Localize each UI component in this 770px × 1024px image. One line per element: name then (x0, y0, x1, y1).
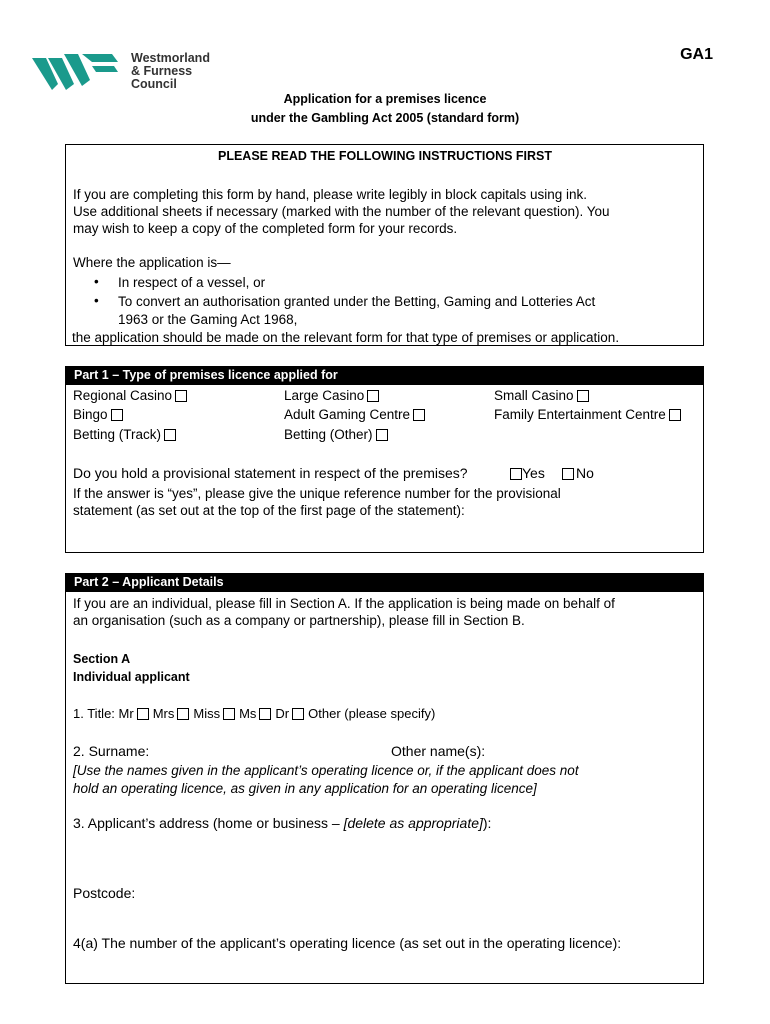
checkbox[interactable] (111, 409, 123, 421)
checkbox[interactable] (175, 390, 187, 402)
reference-instructions: statement (as set out at the top of the first page of the statement): (73, 503, 465, 518)
option-family-entertainment-centre[interactable]: Family Entertainment Centre (494, 406, 681, 423)
instructions-bullet: In respect of a vessel, or (118, 275, 266, 290)
part2-intro: If you are an individual, please fill in Section A. If the application is being made on behalf of (73, 596, 615, 611)
provisional-question: Do you hold a provisional statement in respect of the premises? (73, 465, 468, 481)
checkbox[interactable] (577, 390, 589, 402)
instructions-text: may wish to keep a copy of the completed form for your records. (73, 221, 458, 236)
option-large-casino[interactable]: Large Casino (284, 387, 379, 404)
checkbox-dr[interactable] (292, 708, 304, 720)
option-betting-other[interactable]: Betting (Other) (284, 426, 388, 443)
surname-label: 2. Surname: (73, 743, 150, 759)
names-note: [Use the names given in the applicant’s operating licence or, if the applicant does not (73, 763, 579, 778)
bullet-icon: • (94, 274, 99, 289)
instructions-bullet: To convert an authorisation granted under the Betting, Gaming and Lotteries Act (118, 294, 596, 309)
postcode-label: Postcode: (73, 885, 136, 901)
section-a-heading: Section A (73, 652, 131, 666)
reference-instructions: If the answer is “yes”, please give the unique reference number for the provisional (73, 486, 561, 501)
checkbox[interactable] (376, 429, 388, 441)
instructions-text: Use additional sheets if necessary (marked with the number of the relevant question). You (73, 204, 610, 219)
other-names-label: Other name(s): (391, 743, 486, 759)
instructions-heading: PLEASE READ THE FOLLOWING INSTRUCTIONS FIRST (217, 149, 553, 163)
checkbox-ms[interactable] (259, 708, 271, 720)
page-subtitle: under the Gambling Act 2005 (standard form) (250, 111, 520, 125)
address-label: 3. Applicant’s address (home or business – [delete as appropriate]): (73, 815, 492, 831)
provisional-yes[interactable]: Yes (510, 465, 545, 482)
checkbox[interactable] (164, 429, 176, 441)
checkbox[interactable] (413, 409, 425, 421)
council-logo-icon (32, 50, 127, 92)
checkbox[interactable] (367, 390, 379, 402)
title-row: 1. Title: Mr Mrs Miss Ms Dr Other (please specify) (73, 706, 436, 721)
part2-heading: Part 2 – Applicant Details (66, 574, 703, 592)
provisional-no[interactable]: No (562, 465, 594, 482)
instructions-closing: the application should be made on the relevant form for that type of premises or application. (72, 330, 620, 345)
option-regional-casino[interactable]: Regional Casino (73, 387, 187, 404)
form-code: GA1 (680, 46, 713, 63)
option-bingo[interactable]: Bingo (73, 406, 123, 423)
page-title: Application for a premises licence (283, 92, 487, 106)
operating-licence-label: 4(a) The number of the applicant’s operating licence (as set out in the operating licence): (73, 935, 622, 951)
instructions-bullet: 1963 or the Gaming Act 1968, (118, 312, 298, 327)
council-name: Westmorland & Furness Council (131, 51, 210, 91)
checkbox[interactable] (510, 468, 522, 480)
option-adult-gaming-centre[interactable]: Adult Gaming Centre (284, 406, 425, 423)
part1-heading: Part 1 – Type of premises licence applied for (66, 367, 703, 385)
names-note: hold an operating licence, as given in any application for an operating licence] (73, 781, 537, 796)
checkbox-miss[interactable] (223, 708, 235, 720)
checkbox[interactable] (669, 409, 681, 421)
bullet-icon: • (94, 293, 99, 308)
instructions-where: Where the application is— (73, 255, 231, 270)
part2-intro: an organisation (such as a company or partnership), please fill in Section B. (73, 613, 525, 628)
checkbox-mrs[interactable] (177, 708, 189, 720)
checkbox-mr[interactable] (137, 708, 149, 720)
checkbox[interactable] (562, 468, 574, 480)
option-betting-track[interactable]: Betting (Track) (73, 426, 176, 443)
individual-applicant-heading: Individual applicant (73, 670, 190, 684)
option-small-casino[interactable]: Small Casino (494, 387, 589, 404)
instructions-text: If you are completing this form by hand, please write legibly in block capitals using ink. (73, 187, 588, 202)
